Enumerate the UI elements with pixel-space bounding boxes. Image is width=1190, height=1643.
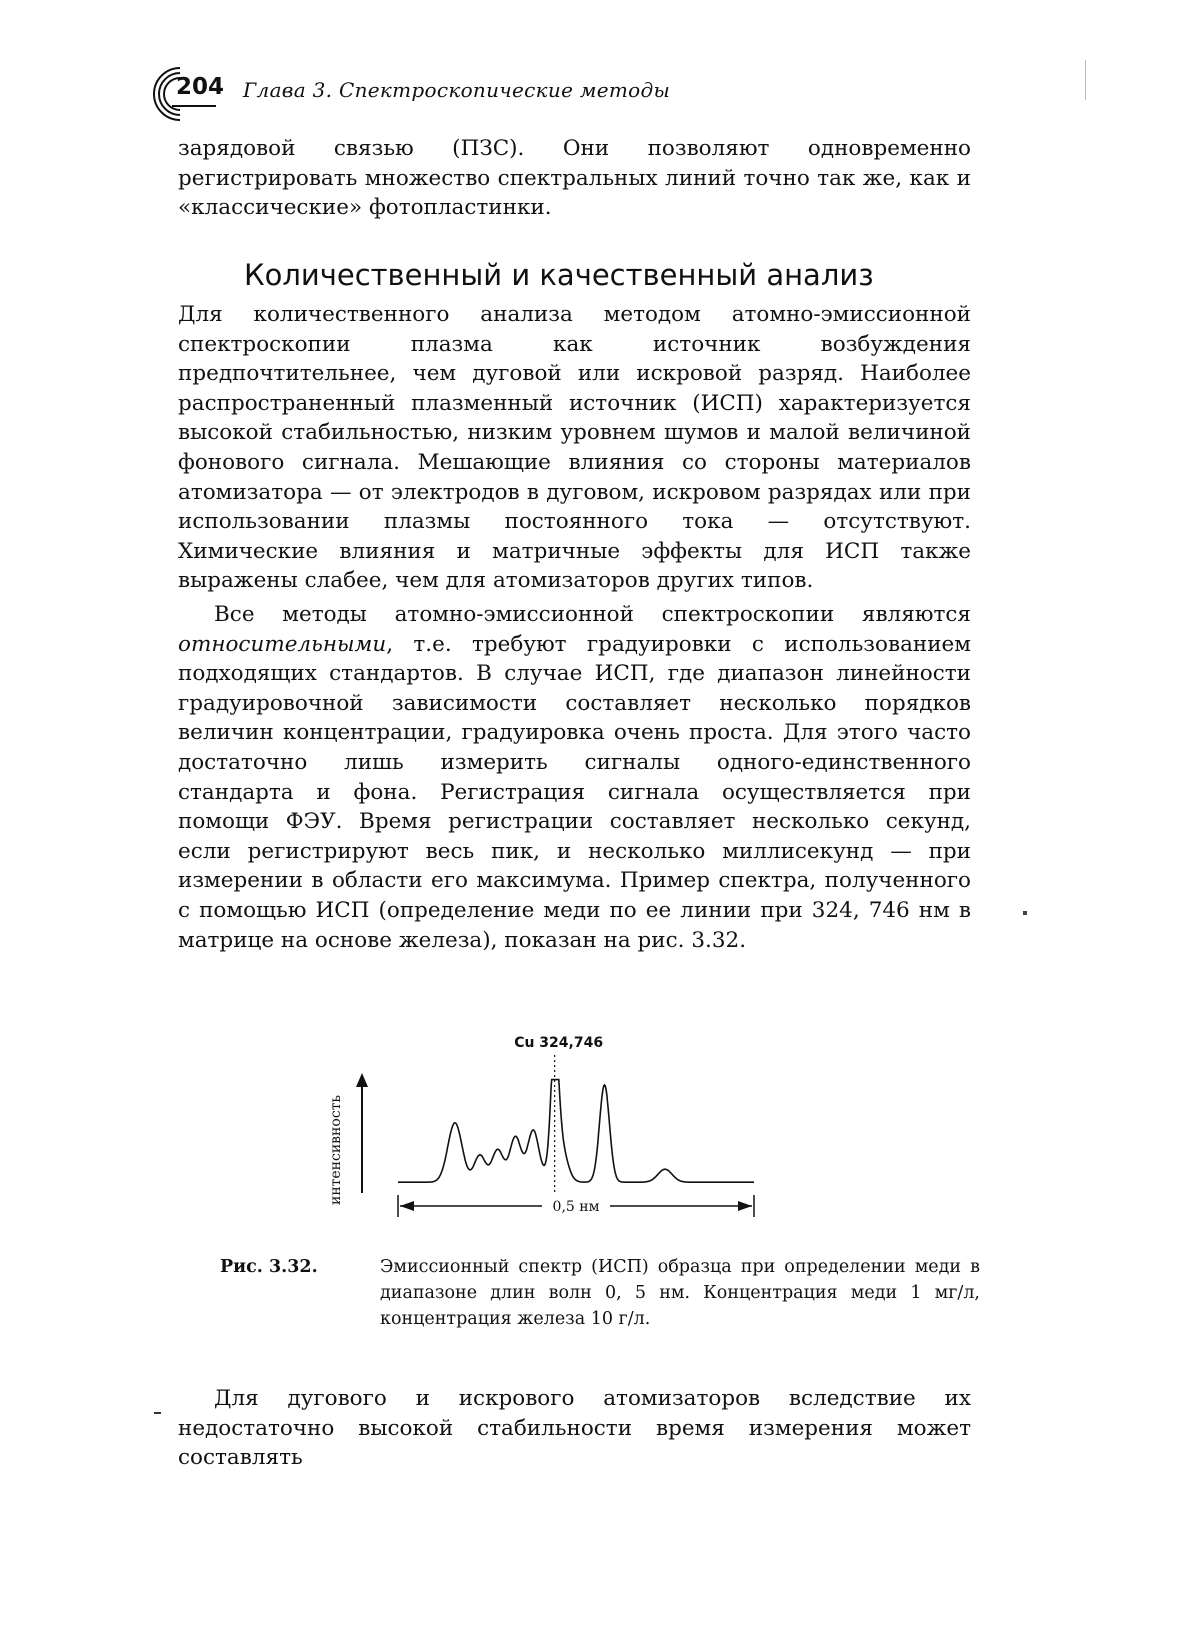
spectrum-chart (330, 1030, 810, 1240)
y-axis-arrowhead-icon (356, 1073, 368, 1087)
scan-edge-line (1085, 60, 1086, 100)
paragraph-arc-spark: Для дугового и искрового атомизаторов вследствие их недостаточно высокой стабильности время измерения может составлять (178, 1386, 971, 1471)
peak-annotation-label: Cu 324,746 (514, 1035, 604, 1051)
page-header (150, 62, 1010, 122)
x-range-label: 0,5 нм (552, 1199, 600, 1215)
paragraph-continued: зарядовой связью (ПЗС). Они позволяют одновременно регистрировать множество спектральных линий точно так же, как и «классические» фотопластинки. (178, 136, 971, 221)
section-heading: Количественный и качественный анализ (244, 258, 874, 292)
paragraph-text-end: , т.е. требуют градуировки с использованием подходящих стандартов. В случае ИСП, где диапазон линейности градуировочной зависимости составляет несколько порядков величин концентрации, градуировка очень проста. Для этого часто достаточно лишь измерить сигналы одного-единственного стандарта и фона. Регистрация сигнала осуществляется при помощи ФЭУ. Время регистрации составляет несколько секунд, если регистрируют весь пик, и несколько миллисекунд — при измерении в области его максимума. Пример спектра, полученного с помощью ИСП (определение меди по ее линии при 324, 746 нм в матрице на основе железа), показан на рис. 3.32. (178, 631, 971, 953)
x-range-left-arrowhead-icon (400, 1201, 414, 1211)
caption-text: Эмиссионный спектр (ИСП) образца при определении меди в диапазоне длин волн 0, 5 нм. Концентрация меди 1 мг/л, концентрация железа 10 г/л. (380, 1257, 980, 1329)
italic-term: относительными (178, 631, 387, 657)
paragraph-relative-methods (178, 600, 971, 955)
running-head: Глава 3. Спектроскопические методы (243, 78, 671, 102)
x-range-right-arrowhead-icon (738, 1201, 752, 1211)
spectrum-figure (330, 1030, 810, 1240)
paragraph-quantitative-analysis: Для количественного анализа методом атомно-эмиссионной спектроскопии плазма как источник возбуждения предпочтительнее, чем дуговой или искровой разряд. Наиболее распространенный плазменный источник (ИСП) характеризуется высокой стабильностью, низким уровнем шумов и малой величиной фонового сигнала. Мешающие влияния со стороны материалов атомизатора — от электродов в дуговом, искровом разрядах или при использовании плазмы постоянного тока — отсутствуют. Химические влияния и матричные эффекты для ИСП также выражены слабее, чем для атомизаторов других типов. (178, 302, 971, 594)
y-axis-label: интенсивность (328, 1094, 344, 1206)
paragraph-text-start: Все методы атомно-эмиссионной спектроскопии являются (214, 602, 971, 627)
spectrum-series-line (398, 1080, 754, 1183)
page-number: 204 (176, 74, 225, 100)
caption-label: Рис. 3.32. (220, 1257, 318, 1277)
margin-mark (1023, 911, 1027, 915)
margin-mark (154, 1412, 161, 1414)
